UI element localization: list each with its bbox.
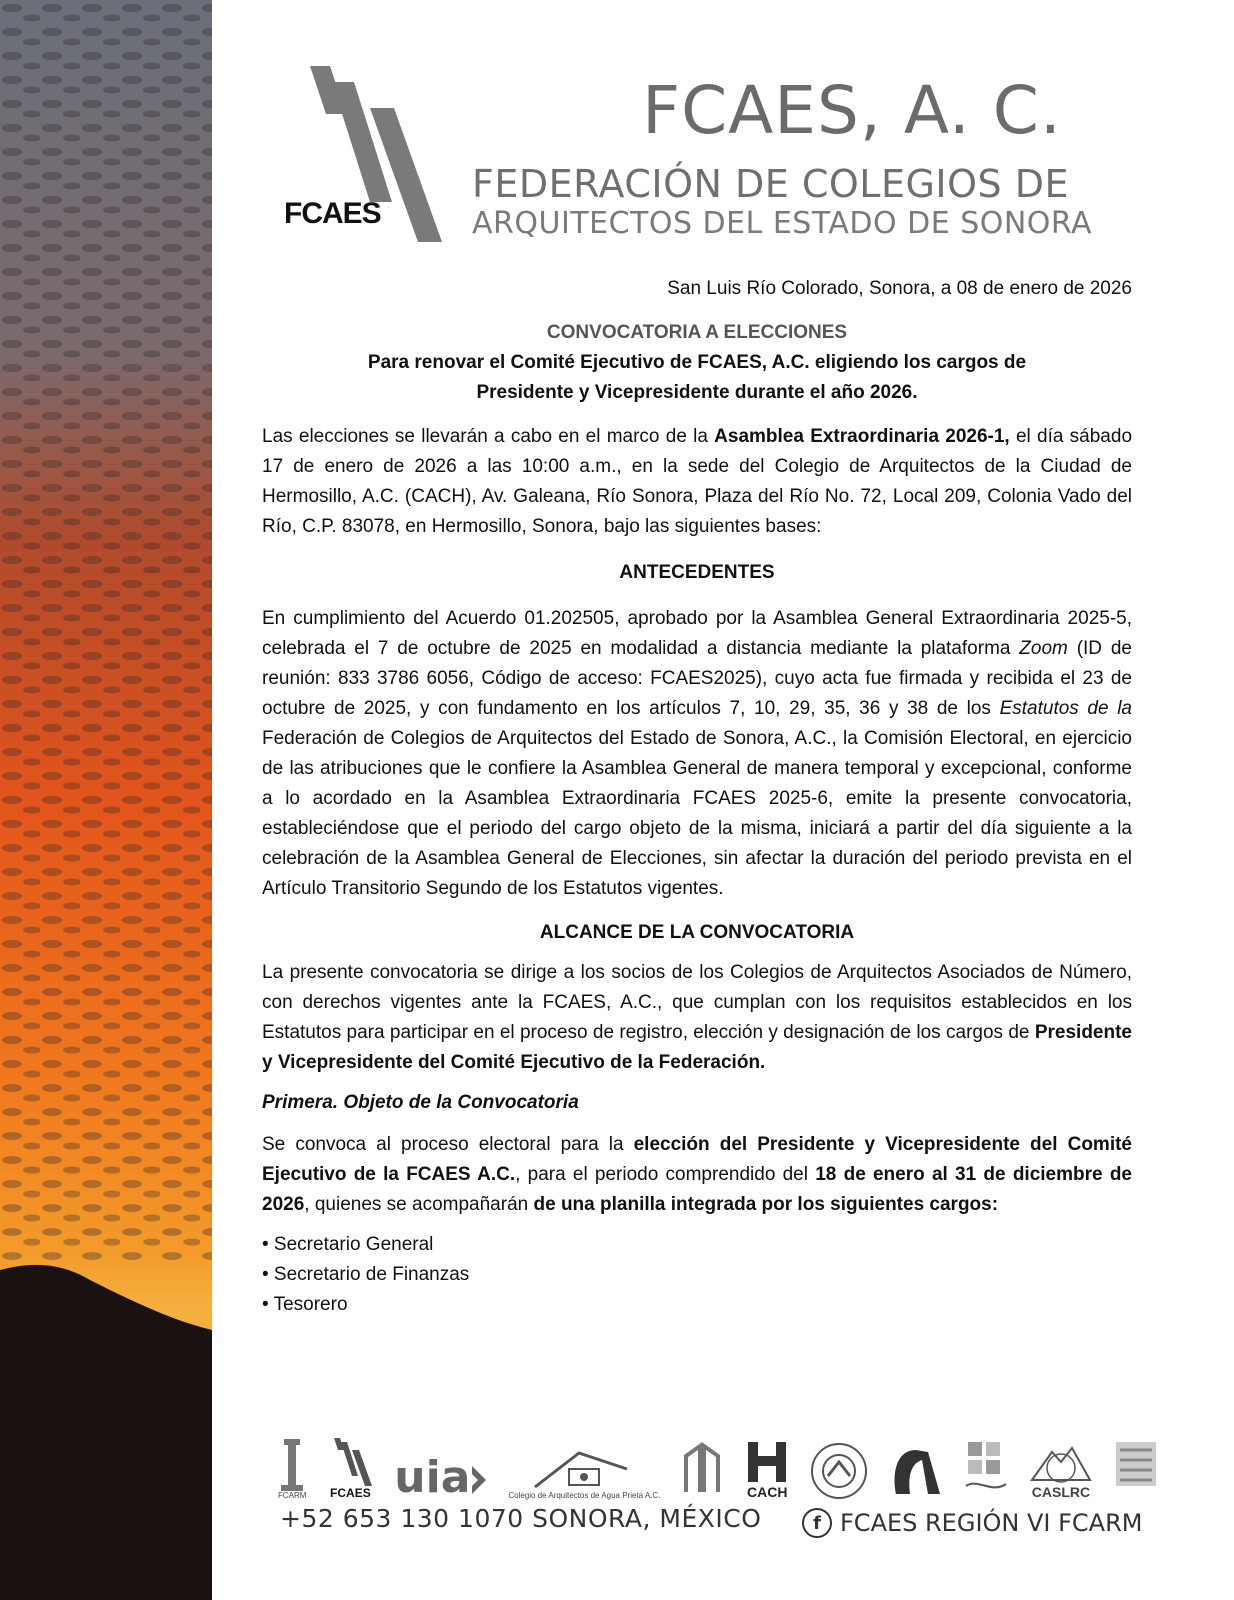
document-page [212, 0, 1234, 1600]
uia-logo [394, 1452, 488, 1503]
cargos-list [262, 1230, 1132, 1320]
caslrc-logo-icon [1028, 1442, 1094, 1484]
alcance-paragraph [262, 958, 1132, 1078]
antecedentes-text-rest: Federación de Colegios de Arquitectos del Estado de Sonora, A.C., la Comisión Electoral, en ejercicio de las atribuciones que le confiere la Asamblea General de manera temporal y excepcional, conforme a lo acordado en la Asamblea Extraordinaria FCAES 2025-6, emite la presente convocatoria, estableciéndose que el periodo del cargo objeto de la misma, iniciará a partir del día siguiente a la celebración de la Asamblea General de Elecciones, sin afectar la duración del periodo prevista en el Artículo Transitorio Segundo de los Estatutos vigentes. [262, 728, 1132, 899]
facebook-link[interactable] [802, 1508, 1142, 1538]
fcaes-logo [272, 52, 457, 272]
antecedentes-italic-estatutos: Estatutos de la [999, 698, 1132, 719]
antecedentes-italic-zoom: Zoom [1019, 638, 1068, 659]
primera-paragraph [262, 1130, 1132, 1220]
grid-logo-icon [1114, 1440, 1158, 1500]
cach-logo [744, 1438, 790, 1500]
a-mark-logo-icon [888, 1444, 944, 1500]
fcaes-small-logo [326, 1436, 374, 1500]
uia-chevron-icon [470, 1460, 488, 1500]
federation-name-line2: ARQUITECTOS DEL ESTADO DE SONORA [472, 206, 1093, 241]
sunset-sky-photo [0, 0, 212, 1600]
intro-text: Las elecciones se llevarán a cabo en el marco de la [262, 426, 715, 447]
intro-bold: Asamblea Extraordinaria 2026-1, [714, 426, 1010, 447]
list-item: • Tesorero [262, 1294, 348, 1315]
rocaportenos-logo-icon [964, 1440, 1008, 1500]
brand-title: FCAES, A. C. [642, 72, 1062, 149]
contact-phone: +52 653 130 1070 SONORA, MÉXICO [280, 1504, 762, 1533]
facebook-icon: f [802, 1508, 832, 1538]
cach-logo-icon [744, 1438, 790, 1484]
primera-bold-1: elección del Presidente y Vicepresidente del Comité Ejecutivo de la FCAES A.C. [262, 1134, 1132, 1185]
rocaportenos-logo [964, 1440, 1008, 1500]
document-body [262, 274, 1132, 1320]
fcarm-logo-icon [281, 1439, 303, 1491]
document-title: CONVOCATORIA A ELECCIONES [546, 322, 848, 343]
agua-prieta-logo [508, 1447, 660, 1500]
document-date: San Luis Río Colorado, Sonora, a 08 de enero de 2026 [667, 278, 1132, 299]
caslrc-logo [1028, 1442, 1094, 1500]
primera-heading: Primera. Objeto de la Convocatoria [262, 1092, 579, 1113]
a-mark-logo [888, 1444, 944, 1500]
fcaes-small-label: FCAES [330, 1486, 371, 1500]
document-subtitle [262, 348, 1132, 408]
primera-bold-3: de una planilla integrada por los siguientes cargos: [533, 1194, 999, 1215]
federation-name-line1: FEDERACIÓN DE COLEGIOS DE [472, 162, 1069, 206]
fcarm-label: FCARM [278, 1491, 307, 1500]
primera-bold-2: 18 de enero al 31 de diciembre de 2026 [262, 1164, 1132, 1215]
obregon-logo-icon [680, 1440, 724, 1500]
logo-wordmark: FCAES [284, 197, 381, 230]
grid-logo [1114, 1440, 1158, 1500]
facebook-label: FCAES REGIÓN VI FCARM [840, 1509, 1143, 1537]
primera-text-2: , para el periodo comprendido del [515, 1164, 816, 1185]
antecedentes-text: En cumplimiento del Acuerdo 01.202505, aprobado por la Asamblea General Extraordinaria 2025-5, celebrada el 7 de octubre de 2025 en modalidad a distancia mediante la plataforma [262, 608, 1132, 659]
antecedentes-heading: ANTECEDENTES [619, 562, 775, 583]
alcance-bold: Presidente y Vicepresidente del Comité Ejecutivo de la Federación. [262, 1022, 1132, 1073]
list-item: • Secretario de Finanzas [262, 1264, 470, 1285]
agua-prieta-house-icon [529, 1447, 639, 1491]
primera-text-1: Se convoca al proceso electoral para la [262, 1134, 634, 1155]
alcance-heading: ALCANCE DE LA CONVOCATORIA [539, 922, 855, 943]
agua-prieta-label: Colegio de Arquitectos de Agua Prieta A.C. [508, 1491, 661, 1500]
cach-label: CACH [747, 1484, 788, 1500]
seal-logo [810, 1442, 868, 1500]
fcaes-small-logo-icon [326, 1436, 374, 1486]
uia-label: uia [394, 1452, 471, 1503]
intro-text-rest: el día sábado 17 de enero de 2026 a las 10:00 a.m., en la sede del Colegio de Arquitectos de la Ciudad de Hermosillo, A.C. (CACH), Av. Galeana, Río Sonora, Plaza del Río No. 72, Local 209, Colonia Vado del Río, C.P. 83078, en Hermosillo, Sonora, bajo las siguientes bases: [262, 426, 1133, 537]
obregon-logo [680, 1440, 724, 1500]
member-logos-strip [278, 1428, 1158, 1503]
alcance-text: La presente convocatoria se dirige a los socios de los Colegios de Arquitectos Asociados de Número, con derechos vigentes ante la FCAES, A.C., que cumplan con los requisitos establecidos en los Estatutos para participar en el proceso de registro, elección y designación de los cargos de [262, 962, 1132, 1043]
intro-paragraph [262, 422, 1132, 542]
subtitle-line2: Presidente y Vicepresidente durante el año 2026. [476, 382, 918, 403]
antecedentes-text-mid: (ID de reunión: 833 3786 6056, Código de acceso: FCAES2025), cuyo acta fue firmada y recibida el 23 de octubre de 2025, y con fundamento en los artículos 7, 10, 29, 35, 36 y 38 de los [262, 638, 1132, 719]
list-item: • Secretario General [262, 1234, 434, 1255]
seal-logo-icon [810, 1442, 868, 1500]
antecedentes-paragraph [262, 604, 1132, 904]
primera-text-3: , quienes se acompañarán [304, 1194, 534, 1215]
caslrc-label: CASLRC [1031, 1484, 1091, 1500]
subtitle-line1: Para renovar el Comité Ejecutivo de FCAES, A.C. eligiendo los cargos de [367, 352, 1027, 373]
fcarm-logo [278, 1439, 306, 1500]
